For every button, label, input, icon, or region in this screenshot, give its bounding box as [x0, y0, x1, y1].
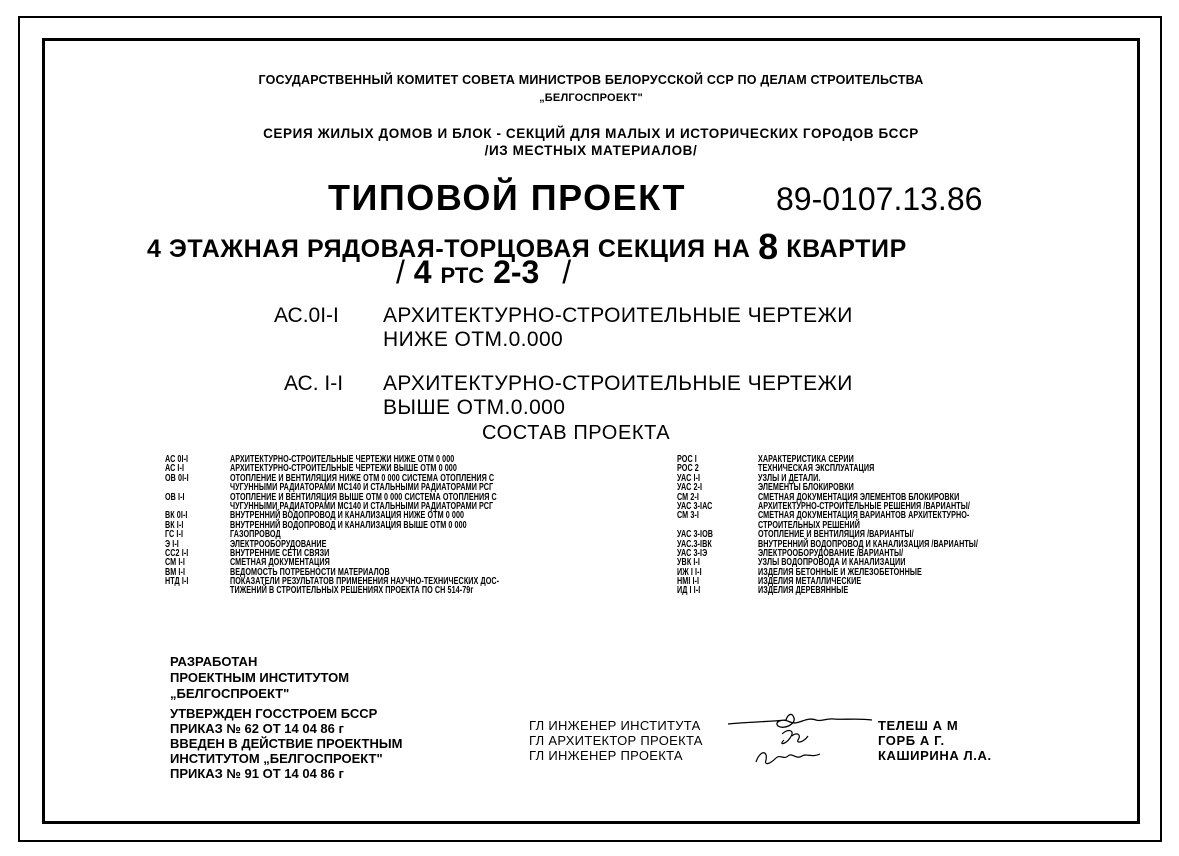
left-code: СС2 I-I: [165, 547, 189, 559]
composition-right-codes: [677, 455, 713, 596]
developed-block: [170, 654, 349, 702]
left-text: АРХИТЕКТУРНО-СТРОИТЕЛЬНЫЕ ЧЕРТЕЖИ НИЖЕ ОТМ 0 000: [230, 454, 455, 465]
right-text: ХАРАКТЕРИСТИКА СЕРИИ: [758, 454, 854, 465]
right-code: НМI I-I: [677, 576, 700, 588]
right-text: ЭЛЕМЕНТЫ БЛОКИРОВКИ: [758, 482, 854, 494]
code-num: 2-3: [493, 254, 540, 290]
signature-roles: [529, 718, 703, 763]
left-code: ОВ I-I: [165, 491, 185, 503]
approved-line-3: ВВЕДЕН В ДЕЙСТВИЕ ПРОЕКТНЫМ: [170, 736, 403, 751]
left-text: АРХИТЕКТУРНО-СТРОИТЕЛЬНЫЕ ЧЕРТЕЖИ ВЫШЕ ОТМ 0 000: [230, 463, 457, 475]
org-line: „БЕЛГОСПРОЕКТ": [539, 92, 643, 104]
section-title-num: 8: [758, 226, 779, 267]
album-2-line1: АРХИТЕКТУРНО-СТРОИТЕЛЬНЫЕ ЧЕРТЕЖИ: [383, 372, 853, 395]
composition-right-texts: [758, 455, 978, 596]
approved-block: [170, 706, 402, 781]
left-code: ВК 0I-I: [165, 510, 188, 522]
right-text: АРХИТЕКТУРНО-СТРОИТЕЛЬНЫЕ РЕШЕНИЯ /ВАРИАНТЫ/: [758, 500, 970, 512]
developed-line-1: РАЗРАБОТАН: [170, 654, 258, 669]
right-text: ОТОПЛЕНИЕ И ВЕНТИЛЯЦИЯ /ВАРИАНТЫ/: [758, 529, 914, 541]
left-text: ОТОПЛЕНИЕ И ВЕНТИЛЯЦИЯ ВЫШЕ ОТМ 0 000 СИСТЕМА ОТОПЛЕНИЯ С: [230, 491, 497, 503]
left-code: Э I-I: [165, 538, 179, 550]
approved-line-5: ПРИКАЗ № 91 ОТ 14 04 86 г: [170, 766, 344, 781]
left-text: ВЕДОМОСТЬ ПОТРЕБНОСТИ МАТЕРИАЛОВ: [230, 566, 390, 578]
right-text: ВНУТРЕННИЙ ВОДОПРОВОД И КАНАЛИЗАЦИЯ /ВАРИАНТЫ/: [758, 538, 979, 550]
album-1-line2: НИЖЕ ОТМ.0.000: [383, 328, 564, 351]
left-text: СМЕТНАЯ ДОКУМЕНТАЦИЯ: [230, 557, 330, 569]
right-code: УАС.3-IВК: [677, 538, 712, 550]
developed-line-3: „БЕЛГОСПРОЕКТ": [170, 686, 290, 701]
right-code: УАС I-I: [677, 472, 701, 484]
left-text: ВНУТРЕННИЙ ВОДОПРОВОД И КАНАЛИЗАЦИЯ ВЫШЕ ОТМ 0 000: [230, 519, 467, 531]
handwritten-signatures: [726, 710, 876, 772]
right-code: СМ 2-I: [677, 491, 699, 503]
left-text: ГАЗОПРОВОД: [230, 529, 281, 541]
left-code: СМ I-I: [165, 557, 185, 569]
album-1-line1: АРХИТЕКТУРНО-СТРОИТЕЛЬНЫЕ ЧЕРТЕЖИ: [383, 304, 853, 327]
signature-names: [878, 718, 992, 763]
right-code: РОС I: [677, 454, 697, 465]
left-text: ЭЛЕКТРООБОРУДОВАНИЕ: [230, 538, 327, 550]
left-code: [165, 586, 189, 595]
left-text: ВНУТРЕННИЕ СЕТИ СВЯЗИ: [230, 547, 330, 559]
right-text: УЗЛЫ ВОДОПРОВОДА И КАНАЛИЗАЦИИ: [758, 557, 906, 569]
right-text: ТЕХНИЧЕСКАЯ ЭКСПЛУАТАЦИЯ: [758, 463, 875, 475]
left-code: ГС I-I: [165, 529, 184, 541]
left-code: ОВ 0I-I: [165, 472, 189, 484]
committee-line: ГОСУДАРСТВЕННЫЙ КОМИТЕТ СОВЕТА МИНИСТРОВ БЕЛОРУССКОЙ ССР ПО ДЕЛАМ СТРОИТЕЛЬСТВА: [258, 73, 924, 87]
right-text: ИЗДЕЛИЯ МЕТАЛЛИЧЕСКИЕ: [758, 576, 862, 588]
right-code: УВК I-I: [677, 557, 700, 569]
left-code: НТД I-I: [165, 576, 189, 588]
left-text: ТИЖЕНИЙ В СТРОИТЕЛЬНЫХ РЕШЕНИЯХ ПРОЕКТА ПО СН 514-79г: [230, 585, 474, 597]
left-code: ВК I-I: [165, 519, 184, 531]
right-text: ЭЛЕКТРООБОРУДОВАНИЕ /ВАРИАНТЫ/: [758, 547, 904, 559]
left-code: АС I-I: [165, 463, 185, 475]
left-code: ВМ I-I: [165, 566, 186, 578]
album-2-code: АС. I-I: [284, 372, 344, 395]
left-text: ЧУГУННЫМИ РАДИАТОРАМИ МС140 И СТАЛЬНЫМИ РАДИАТОРАМИ РСГ: [230, 482, 494, 494]
name-gorb: ГОРБ А Г.: [878, 733, 945, 748]
right-code: УАС 3-IАС: [677, 500, 713, 512]
name-telesh: ТЕЛЕШ А М: [878, 718, 959, 733]
section-title-post: КВАРТИР: [786, 235, 907, 263]
role-chief-engineer-project: ГЛ ИНЖЕНЕР ПРОЕКТА: [529, 748, 683, 763]
approved-line-4: ИНСТИТУТОМ „БЕЛГОСПРОЕКТ": [170, 751, 383, 766]
developed-line-2: ПРОЕКТНЫМ ИНСТИТУТОМ: [170, 670, 350, 685]
right-code: ИД I I-I: [677, 585, 701, 597]
project-label: ТИПОВОЙ ПРОЕКТ: [328, 177, 687, 218]
series-line-1: СЕРИЯ ЖИЛЫХ ДОМОВ И БЛОК - СЕКЦИЙ ДЛЯ МАЛЫХ И ИСТОРИЧЕСКИХ ГОРОДОВ БССР: [263, 126, 919, 141]
right-text: СМЕТНАЯ ДОКУМЕНТАЦИЯ ВАРИАНТОВ АРХИТЕКТУРНО-: [758, 510, 970, 522]
composition-left-codes: [165, 455, 189, 596]
album-1-code: АС.0I-I: [274, 304, 339, 327]
left-text: ОТОПЛЕНИЕ И ВЕНТИЛЯЦИЯ НИЖЕ ОТМ 0 000 СИСТЕМА ОТОПЛЕНИЯ С: [230, 472, 495, 484]
right-code: ИЖ I I-I: [677, 566, 702, 578]
code-close-slash: /: [562, 254, 572, 290]
code-open-slash: /: [396, 254, 405, 290]
name-kashirina: КАШИРИНА Л.А.: [878, 748, 992, 763]
right-text: УЗЛЫ И ДЕТАЛИ.: [758, 472, 821, 484]
approved-line-1: УТВЕРЖДЕН ГОССТРОЕМ БССР: [170, 706, 378, 721]
right-text: ИЗДЕЛИЯ БЕТОННЫЕ И ЖЕЛЕЗОБЕТОННЫЕ: [758, 566, 922, 578]
right-code: СМ 3-I: [677, 510, 699, 522]
left-text: ВНУТРЕННИЙ ВОДОПРОВОД И КАНАЛИЗАЦИЯ НИЖЕ ОТМ 0 000: [230, 510, 465, 522]
right-code: УАС 3-IОВ: [677, 529, 714, 541]
role-chief-architect: ГЛ АРХИТЕКТОР ПРОЕКТА: [529, 733, 703, 748]
right-text: СМЕТНАЯ ДОКУМЕНТАЦИЯ ЭЛЕМЕНТОВ БЛОКИРОВКИ: [758, 491, 960, 503]
code-four: 4: [413, 254, 432, 290]
left-text: ПОКАЗАТЕЛИ РЕЗУЛЬТАТОВ ПРИМЕНЕНИЯ НАУЧНО-ТЕХНИЧЕСКИХ ДОС-: [230, 576, 500, 588]
composition-title: СОСТАВ ПРОЕКТА: [482, 422, 671, 444]
code-rtc: РТС: [440, 263, 485, 288]
left-text: ЧУГУННЫМИ РАДИАТОРАМИ МС140 И СТАЛЬНЫМИ РАДИАТОРАМИ РСГ: [230, 500, 494, 512]
composition-left-texts: [230, 455, 499, 596]
right-text: ИЗДЕЛИЯ ДЕРЕВЯННЫЕ: [758, 585, 849, 597]
right-code: РОС 2: [677, 463, 699, 475]
section-code: [396, 254, 571, 291]
right-code: УАС 3-IЭ: [677, 547, 708, 559]
approved-line-2: ПРИКАЗ № 62 ОТ 14 04 86 г: [170, 721, 344, 736]
right-text: СТРОИТЕЛЬНЫХ РЕШЕНИЙ: [758, 519, 861, 531]
role-chief-engineer-institute: ГЛ ИНЖЕНЕР ИНСТИТУТА: [529, 718, 701, 733]
album-2-line2: ВЫШЕ ОТМ.0.000: [383, 396, 566, 419]
right-code: УАС 2-I: [677, 482, 703, 494]
left-code: АС 0I-I: [165, 454, 189, 465]
section-title-pre: 4 ЭТАЖНАЯ РЯДОВАЯ-ТОРЦОВАЯ СЕКЦИЯ НА: [147, 235, 751, 263]
project-number: 89-0107.13.86: [776, 181, 983, 217]
series-line-2: /ИЗ МЕСТНЫХ МАТЕРИАЛОВ/: [484, 143, 698, 158]
